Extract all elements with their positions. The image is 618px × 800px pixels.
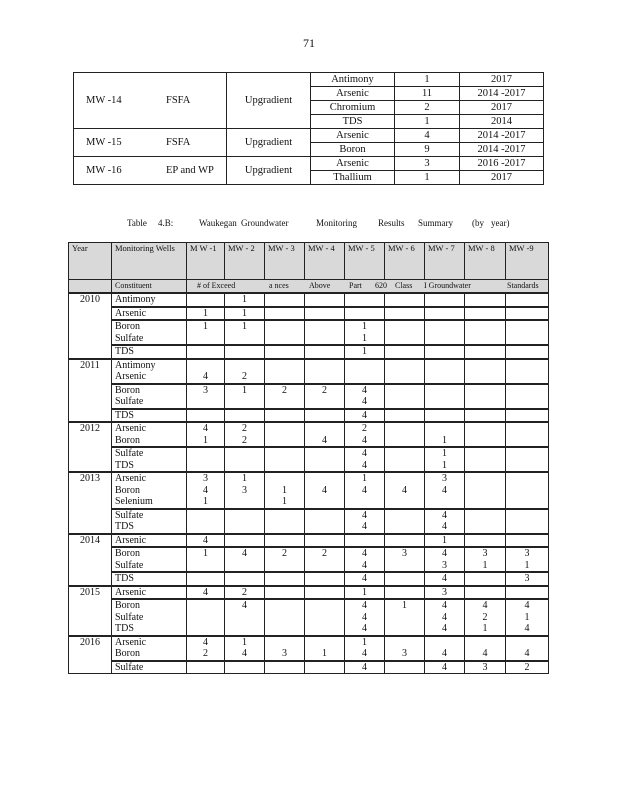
mw4-value-cell: 2: [305, 384, 345, 409]
mw7-value-cell: 4: [425, 661, 465, 674]
mw5-value-cell: 4: [345, 572, 385, 586]
result-row: [69, 472, 549, 509]
mw5-value-cell: 1 4: [345, 636, 385, 661]
mw9-value-cell: 4 1 4: [506, 599, 549, 636]
mw2-value-cell: 1: [225, 320, 265, 345]
mw3-value-cell: [265, 359, 305, 384]
constituent-cell: Arsenic: [112, 534, 187, 548]
mw1-value-cell: 4: [187, 359, 225, 384]
mw9-value-cell: [506, 472, 549, 509]
count-cell: 1: [395, 73, 460, 87]
result-row: [69, 422, 549, 447]
year-header: Year: [69, 243, 112, 280]
constituent-cell: Thallium: [311, 171, 395, 185]
mw1-value-cell: [187, 409, 225, 423]
mw7-header: MW - 7: [425, 243, 465, 280]
mw3-value-cell: [265, 307, 305, 321]
mw2-value-cell: 2 2: [225, 422, 265, 447]
mw8-value-cell: [465, 534, 506, 548]
result-row: [69, 359, 549, 384]
result-row: [69, 636, 549, 661]
mw2-value-cell: 1: [225, 293, 265, 307]
mw4-value-cell: [305, 320, 345, 345]
mw3-header: MW - 3: [265, 243, 305, 280]
years-cell: 2016 -2017: [460, 157, 544, 171]
mw9-value-cell: [506, 359, 549, 384]
result-row: [69, 547, 549, 572]
mw9-value-cell: [506, 534, 549, 548]
constituent-cell: Antimony: [311, 73, 395, 87]
year-cell: 2015: [69, 586, 112, 636]
mw2-value-cell: 1: [225, 384, 265, 409]
mw4-value-cell: [305, 661, 345, 674]
mw6-value-cell: 3: [385, 547, 425, 572]
mw9-value-cell: [506, 307, 549, 321]
count-cell: 11: [395, 87, 460, 101]
mw8-value-cell: [465, 320, 506, 345]
mw4-value-cell: 4: [305, 422, 345, 447]
mw5-value-cell: [345, 359, 385, 384]
result-row: [69, 384, 549, 409]
mw8-value-cell: [465, 572, 506, 586]
subheader-row: Constituent # of Exceed a nces Above Part 620 Class I Groundwater Standards: [69, 280, 549, 294]
mw8-value-cell: [465, 472, 506, 509]
mw6-value-cell: [385, 293, 425, 307]
mw8-value-cell: [465, 409, 506, 423]
mw1-value-cell: [187, 509, 225, 534]
mw9-value-cell: 4: [506, 636, 549, 661]
mw1-value-cell: 3: [187, 384, 225, 409]
mw4-value-cell: [305, 599, 345, 636]
result-row: [69, 320, 549, 345]
years-cell: 2017: [460, 171, 544, 185]
mw5-value-cell: 4 4: [345, 384, 385, 409]
mw7-value-cell: [425, 384, 465, 409]
constituent-cell: Boron Sulfate: [112, 384, 187, 409]
mw4-value-cell: [305, 359, 345, 384]
mw3-value-cell: [265, 345, 305, 359]
mw4-value-cell: [305, 534, 345, 548]
mw9-value-cell: [506, 586, 549, 600]
constituent-cell: Arsenic: [311, 157, 395, 171]
constituent-cell: Arsenic Boron: [112, 422, 187, 447]
count-cell: 2: [395, 101, 460, 115]
mw4-value-cell: 4: [305, 472, 345, 509]
mw9-value-cell: [506, 509, 549, 534]
mw5-value-cell: 4: [345, 661, 385, 674]
mw2-value-cell: [225, 661, 265, 674]
mw9-value-cell: [506, 293, 549, 307]
mw8-value-cell: 4 2 1: [465, 599, 506, 636]
constituent-cell: Sulfate TDS: [112, 509, 187, 534]
result-row: [69, 345, 549, 359]
constituent-cell: Boron: [311, 143, 395, 157]
mw7-value-cell: 1: [425, 422, 465, 447]
mw5-value-cell: 1 1: [345, 320, 385, 345]
mw6-value-cell: [385, 359, 425, 384]
mw5-header: MW - 5: [345, 243, 385, 280]
mw1-value-cell: 4 2: [187, 636, 225, 661]
mw3-value-cell: 2: [265, 547, 305, 572]
mw4-value-cell: [305, 509, 345, 534]
wells-header: Monitoring Wells: [112, 243, 187, 280]
mw3-value-cell: [265, 293, 305, 307]
mw1-value-cell: 1: [187, 547, 225, 572]
mw6-value-cell: [385, 307, 425, 321]
mw6-value-cell: 4: [385, 472, 425, 509]
mw8-value-cell: 4: [465, 636, 506, 661]
years-cell: 2017: [460, 73, 544, 87]
count-cell: 3: [395, 157, 460, 171]
mw2-value-cell: 1 4: [225, 636, 265, 661]
result-row: [69, 409, 549, 423]
mw6-value-cell: [385, 661, 425, 674]
mw3-value-cell: [265, 509, 305, 534]
result-row: [69, 661, 549, 674]
result-row: [69, 307, 549, 321]
year-cell: 2011: [69, 359, 112, 423]
constituent-cell: Antimony: [112, 293, 187, 307]
mw4-value-cell: [305, 293, 345, 307]
mw4-value-cell: [305, 307, 345, 321]
constituent-cell: Arsenic Boron: [112, 636, 187, 661]
mw6-value-cell: [385, 384, 425, 409]
mw5-value-cell: 4 4 4: [345, 599, 385, 636]
mw1-value-cell: [187, 293, 225, 307]
mw8-value-cell: [465, 293, 506, 307]
mw3-value-cell: [265, 409, 305, 423]
mw2-value-cell: [225, 572, 265, 586]
constituent-cell: Boron Sulfate TDS: [112, 599, 187, 636]
mw4-value-cell: [305, 586, 345, 600]
mw1-value-cell: 4 1: [187, 422, 225, 447]
mw6-header: MW - 6: [385, 243, 425, 280]
result-row: [69, 534, 549, 548]
mw5-value-cell: 4 4: [345, 509, 385, 534]
well-site-cell: MW -15 FSFA: [74, 129, 227, 157]
mw7-value-cell: [425, 293, 465, 307]
mw3-value-cell: 1 1: [265, 472, 305, 509]
mw4-value-cell: [305, 409, 345, 423]
mw8-value-cell: [465, 586, 506, 600]
mw4-value-cell: [305, 447, 345, 472]
mw7-value-cell: 4 3: [425, 547, 465, 572]
mw3-value-cell: [265, 422, 305, 447]
mw6-value-cell: [385, 320, 425, 345]
mw3-value-cell: [265, 447, 305, 472]
constituent-cell: Sulfate: [112, 661, 187, 674]
mw5-value-cell: 2 4: [345, 422, 385, 447]
summary-row: [74, 73, 544, 87]
result-row: [69, 572, 549, 586]
mw4-header: MW - 4: [305, 243, 345, 280]
mw5-value-cell: [345, 293, 385, 307]
gradient-cell: Upgradient: [227, 129, 311, 157]
mw7-value-cell: 4: [425, 572, 465, 586]
count-cell: 9: [395, 143, 460, 157]
mw1-value-cell: [187, 447, 225, 472]
mw6-value-cell: [385, 509, 425, 534]
mw9-value-cell: [506, 320, 549, 345]
mw9-value-cell: 3 1: [506, 547, 549, 572]
gradient-cell: Upgradient: [227, 73, 311, 129]
mw5-value-cell: 1 4: [345, 472, 385, 509]
mw3-value-cell: [265, 586, 305, 600]
summary-row: [74, 129, 544, 143]
result-row: [69, 599, 549, 636]
result-row: [69, 293, 549, 307]
mw2-value-cell: [225, 509, 265, 534]
monitoring-results-table: [68, 242, 549, 674]
mw3-value-cell: 2: [265, 384, 305, 409]
mw3-value-cell: [265, 661, 305, 674]
page-number: 71: [303, 36, 315, 50]
mw9-value-cell: 2: [506, 661, 549, 674]
mw7-value-cell: 3 4: [425, 472, 465, 509]
mw9-header: MW -9: [506, 243, 549, 280]
mw1-value-cell: [187, 661, 225, 674]
header-row: [69, 243, 549, 280]
year-cell: 2013: [69, 472, 112, 534]
constituent-cell: TDS: [311, 115, 395, 129]
result-row: [69, 509, 549, 534]
mw8-value-cell: [465, 422, 506, 447]
mw5-value-cell: 4 4: [345, 547, 385, 572]
mw1-value-cell: 4: [187, 534, 225, 548]
mw1-header: M W -1: [187, 243, 225, 280]
constituent-cell: Arsenic: [311, 87, 395, 101]
mw7-value-cell: 4 4 4: [425, 599, 465, 636]
mw9-value-cell: 3: [506, 572, 549, 586]
mw2-value-cell: 1: [225, 307, 265, 321]
year-cell: 2014: [69, 534, 112, 586]
years-cell: 2014 -2017: [460, 129, 544, 143]
exceedance-summary-table: [73, 72, 544, 185]
mw1-value-cell: [187, 599, 225, 636]
mw9-value-cell: [506, 409, 549, 423]
well-site-cell: MW -14 FSFA: [74, 73, 227, 129]
mw3-value-cell: [265, 572, 305, 586]
mw2-header: MW - 2: [225, 243, 265, 280]
mw5-value-cell: 1: [345, 586, 385, 600]
mw8-value-cell: [465, 359, 506, 384]
constituent-cell: TDS: [112, 572, 187, 586]
mw3-value-cell: 3: [265, 636, 305, 661]
mw7-value-cell: 4: [425, 636, 465, 661]
mw9-value-cell: [506, 345, 549, 359]
mw4-value-cell: [305, 345, 345, 359]
well-site-cell: MW -16 EP and WP: [74, 157, 227, 185]
mw1-value-cell: 4: [187, 586, 225, 600]
mw4-value-cell: 2: [305, 547, 345, 572]
gradient-cell: Upgradient: [227, 157, 311, 185]
mw6-value-cell: [385, 586, 425, 600]
mw7-value-cell: 4 4: [425, 509, 465, 534]
mw1-value-cell: 1: [187, 307, 225, 321]
mw2-value-cell: [225, 447, 265, 472]
result-row: [69, 447, 549, 472]
mw7-value-cell: 3: [425, 586, 465, 600]
mw8-value-cell: [465, 307, 506, 321]
mw9-value-cell: [506, 447, 549, 472]
years-cell: 2017: [460, 101, 544, 115]
mw5-value-cell: 4: [345, 409, 385, 423]
count-cell: 1: [395, 171, 460, 185]
mw8-value-cell: 3: [465, 661, 506, 674]
mw6-value-cell: [385, 447, 425, 472]
mw7-value-cell: 1 1: [425, 447, 465, 472]
year-cell: 2010: [69, 293, 112, 359]
year-cell: 2012: [69, 422, 112, 472]
mw7-value-cell: [425, 345, 465, 359]
years-cell: 2014: [460, 115, 544, 129]
constituent-cell: Arsenic: [112, 586, 187, 600]
mw6-value-cell: [385, 534, 425, 548]
mw3-value-cell: [265, 534, 305, 548]
constituent-cell: Arsenic Boron Selenium: [112, 472, 187, 509]
mw2-value-cell: 4: [225, 599, 265, 636]
mw6-value-cell: [385, 422, 425, 447]
mw8-value-cell: [465, 384, 506, 409]
constituent-cell: Sulfate TDS: [112, 447, 187, 472]
mw5-value-cell: [345, 534, 385, 548]
mw6-value-cell: 1: [385, 599, 425, 636]
constituent-cell: Boron Sulfate: [112, 547, 187, 572]
summary-row: [74, 157, 544, 171]
constituent-cell: Antimony Arsenic: [112, 359, 187, 384]
mw2-value-cell: [225, 534, 265, 548]
mw2-value-cell: [225, 409, 265, 423]
mw6-value-cell: [385, 409, 425, 423]
result-row: [69, 586, 549, 600]
mw2-value-cell: [225, 345, 265, 359]
mw8-value-cell: [465, 447, 506, 472]
mw5-value-cell: 4 4: [345, 447, 385, 472]
mw1-value-cell: [187, 345, 225, 359]
years-cell: 2014 -2017: [460, 87, 544, 101]
mw6-value-cell: [385, 572, 425, 586]
mw2-value-cell: 1 3: [225, 472, 265, 509]
mw3-value-cell: [265, 320, 305, 345]
mw2-value-cell: 2: [225, 586, 265, 600]
mw8-header: MW - 8: [465, 243, 506, 280]
mw9-value-cell: [506, 422, 549, 447]
mw8-value-cell: 3 1: [465, 547, 506, 572]
mw7-value-cell: [425, 359, 465, 384]
mw8-value-cell: [465, 509, 506, 534]
mw8-value-cell: [465, 345, 506, 359]
mw1-value-cell: [187, 572, 225, 586]
constituent-cell: Arsenic: [311, 129, 395, 143]
mw9-value-cell: [506, 384, 549, 409]
count-cell: 4: [395, 129, 460, 143]
mw5-value-cell: 1: [345, 345, 385, 359]
mw7-value-cell: [425, 307, 465, 321]
count-cell: 1: [395, 115, 460, 129]
mw7-value-cell: [425, 409, 465, 423]
constituent-cell: Chromium: [311, 101, 395, 115]
mw6-value-cell: 3: [385, 636, 425, 661]
mw7-value-cell: [425, 320, 465, 345]
constituent-cell: TDS: [112, 409, 187, 423]
mw7-value-cell: 1: [425, 534, 465, 548]
constituent-cell: TDS: [112, 345, 187, 359]
constituent-cell: Boron Sulfate: [112, 320, 187, 345]
mw6-value-cell: [385, 345, 425, 359]
mw2-value-cell: 4: [225, 547, 265, 572]
mw2-value-cell: 2: [225, 359, 265, 384]
constituent-cell: Arsenic: [112, 307, 187, 321]
mw1-value-cell: 3 4 1: [187, 472, 225, 509]
year-cell: 2016: [69, 636, 112, 674]
mw4-value-cell: 1: [305, 636, 345, 661]
mw4-value-cell: [305, 572, 345, 586]
mw5-value-cell: [345, 307, 385, 321]
mw3-value-cell: [265, 599, 305, 636]
years-cell: 2014 -2017: [460, 143, 544, 157]
mw1-value-cell: 1: [187, 320, 225, 345]
